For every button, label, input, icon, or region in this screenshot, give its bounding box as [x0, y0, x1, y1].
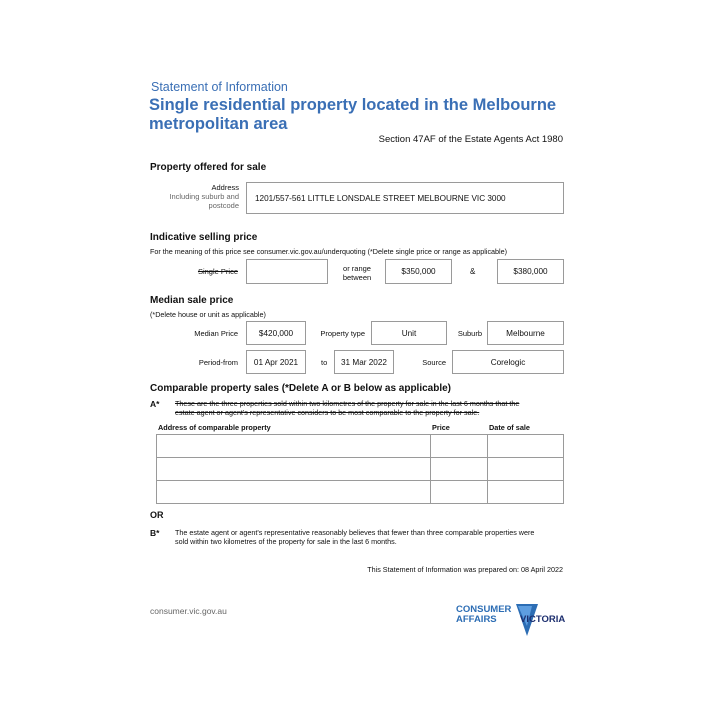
option-b-text-2: sold within two kilometres of the property for sale in the last 6 months.	[175, 537, 397, 546]
comparable-table	[156, 434, 564, 504]
source-field: Corelogic	[452, 350, 564, 374]
address-field: 1201/557-561 LITTLE LONSDALE STREET MELBOURNE VIC 3000	[246, 182, 564, 214]
indicative-note: For the meaning of this price see consumer.vic.gov.au/underquoting (*Delete single price or range as applicable)	[150, 247, 508, 256]
option-a-text-1: These are the three properties sold within two kilometres of the property for sale in the last 6 months that the	[175, 399, 520, 408]
range-high-field: $380,000	[497, 259, 564, 284]
table-cell-price	[430, 435, 488, 458]
table-cell-date	[488, 458, 564, 481]
address-sublabel-1: Including suburb and	[169, 192, 239, 201]
range-label-1: or range	[343, 264, 371, 273]
median-price-field: $420,000	[246, 321, 306, 345]
single-price-field	[246, 259, 328, 284]
suburb-label: Suburb	[457, 329, 482, 338]
table-cell-address	[157, 481, 431, 504]
period-from-field: 01 Apr 2021	[246, 350, 306, 374]
logo-victoria: VICTORIA	[520, 614, 566, 625]
range-ampersand: &	[470, 267, 476, 276]
range-low-field: $350,000	[385, 259, 452, 284]
address-sublabel-2: postcode	[208, 201, 239, 210]
option-b-marker: B*	[150, 528, 160, 538]
option-b-text-1: The estate agent or agent's representative reasonably believes that fewer than three comparable properties were	[175, 528, 535, 537]
table-cell-address	[157, 458, 431, 481]
property-heading: Property offered for sale	[150, 162, 267, 173]
suburb-field: Melbourne	[487, 321, 564, 345]
doc-title: Single residential property located in the Melbourne metropolitan area	[149, 96, 557, 133]
table-cell-address	[157, 435, 431, 458]
col-address-header: Address of comparable property	[158, 423, 271, 432]
table-row	[157, 481, 564, 504]
period-to-field: 31 Mar 2022	[334, 350, 394, 374]
property-type-field: Unit	[371, 321, 447, 345]
property-type-label: Property type	[320, 329, 365, 338]
col-date-header: Date of sale	[489, 423, 530, 432]
address-label: Address	[211, 183, 239, 192]
table-row	[157, 435, 564, 458]
median-note: (*Delete house or unit as applicable)	[150, 310, 266, 319]
table-cell-date	[488, 435, 564, 458]
logo-affairs: AFFAIRS	[456, 614, 497, 625]
comparable-heading: Comparable property sales (*Delete A or B below as applicable)	[150, 383, 452, 394]
source-label: Source	[422, 358, 446, 367]
median-price-label: Median Price	[194, 329, 238, 338]
logo-consumer: CONSUMER	[456, 604, 512, 615]
single-price-label: Single Price	[197, 267, 238, 276]
median-heading: Median sale price	[150, 295, 234, 306]
prepared-date: This Statement of Information was prepared on: 08 April 2022	[367, 565, 563, 574]
table-cell-date	[488, 481, 564, 504]
table-cell-price	[430, 481, 488, 504]
footer-link[interactable]: consumer.vic.gov.au	[150, 606, 227, 616]
range-label-2: between	[342, 273, 372, 282]
cav-logo	[456, 604, 571, 640]
table-row	[157, 458, 564, 481]
section-reference: Section 47AF of the Estate Agents Act 1980	[378, 134, 563, 145]
indicative-heading: Indicative selling price	[150, 232, 258, 243]
or-label: OR	[150, 510, 164, 520]
period-to-label: to	[321, 358, 328, 367]
option-a-text-2: estate agent or agent's representative considers to be most comparable to the property for sale.	[175, 408, 480, 417]
period-from-label: Period-from	[198, 358, 238, 367]
option-a-marker: A*	[150, 399, 160, 409]
table-cell-price	[430, 458, 488, 481]
doc-subtitle: Statement of Information	[151, 80, 288, 94]
col-price-header: Price	[432, 423, 450, 432]
